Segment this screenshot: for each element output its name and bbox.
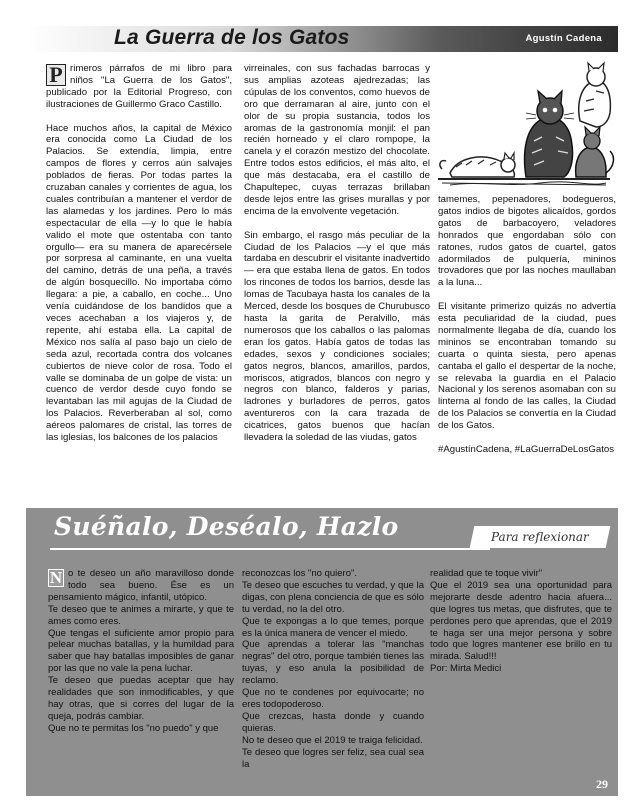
article-paragraph-text: rimeros párrafos de mi libro para niños "La Guerra de los Gatos", publicado por la Editorial Progreso, con ilustraciones de Guillermo Graco Castillo.: [46, 63, 232, 110]
reflection-paragraph-text: o te deseo un año maravilloso donde todo sea bueno. Ése es un pensamiento mágico, infantil, utópico.: [48, 568, 234, 603]
reflection-paragraph: Te deseo que puedas aceptar que hay realidades que son inmodificables, y que hay otras, que si corres del lugar de la queja, podrás cambiar.: [48, 675, 234, 722]
article-author: Agustín Cadena: [525, 33, 602, 44]
reflection-paragraph: Que crezcas, hasta donde y cuando quieras.: [242, 710, 424, 734]
reflection-paragraph: No te deseo que el 2019 te traiga felicidad.: [242, 734, 423, 746]
article-section: [26, 16, 618, 498]
reflection-paragraph: reconozcas los "no quiero".: [242, 568, 358, 579]
reflection-section: [26, 508, 618, 796]
article-column-2: [244, 63, 430, 495]
reflection-divider: [50, 548, 490, 550]
article-paragraph: Hace muchos años, la capital de México era conocida como La Ciudad de los Palacios. Se extendía, limpia, entre campos de flores y cerros aún salvajes poblados de fieras. Por todas partes la cruzaban canales y corrientes de agua, los cuales contribuían a mantener el verdor de las alamedas y los jardines. Pero lo más espectacular de ella —y lo que le había valido el mote que ostentaba con tanto orgullo— era su manera de aparecérsele por sorpresa al caminante, en una vuelta del camino, detrás de una peña, a través de algún bosquecillo. No importaba cómo llegara: a pie, a caballo, en coche... Uno venía cuidándose de los bandidos que a veces acechaban a los viajeros y, de repente, ahí estaba ella. La capital de México nos salía al paso bajo un cielo de seda azul, recortada contra dos volcanes cubiertos de nieve color de rosa. Todo el valle se dominaba de un golpe de vista: un cuenco de verdor desde cuyo fondo se levantaban las mil agujas de la Ciudad de los Palacios. Reverberaban al sol, como aéreos palomares de cristal, las torres de las iglesias, los balcones de los palacios: [46, 122, 232, 444]
article-paragraph: Sin embargo, el rasgo más peculiar de la Ciudad de los Palacios —y el que más tardaba en descubrir el visitante inadvertido— era que estaba llena de gatos. En todos los rincones de todos los barrios, desde las lomas de Tacubaya hasta los canales de la Merced, desde los bosques de Churubusco hasta la garita de Peralvillo, más numerosos que los caballos o las palomas eran los gatos. Había gatos de todas las edades, sexos y condiciones sociales; gatos negros, blancos, amarillos, pardos, moriscos, atigrados, blancos con negro y negros con blanco, falderos y parias, ladrones y burladores de perros, gatos aventureros con la cara trazada de cicatrices, gatos buenos que hacían llevadera la soledad de las viudas, gatos: [244, 229, 430, 444]
reflection-title: Suéñalo, Deséalo, Hazlo: [54, 512, 399, 541]
reflection-dropcap: N: [49, 568, 63, 587]
reflection-paragraph: [48, 568, 234, 604]
article-hashtags: #AgustínCadena, #LaGuerraDeLosGatos: [438, 444, 614, 455]
reflection-paragraph: Que te expongas a lo que temes, porque es la única manera de vencer el miedo.: [242, 615, 424, 639]
reflection-paragraph: Que el 2019 sea una oportunidad para mejorarte desde adentro hacia afuera... que logres tus metas, que disfrutes, que te perdones pero que aprendas, que el 2019 te haga ser una mejor persona y sobre todo que logres mantener ese brillo en tu mirada. Salud!!!: [430, 579, 612, 663]
reflection-tag-label: Para reflexionar: [491, 530, 589, 544]
page-number: 29: [596, 777, 608, 791]
article-column-1: [46, 63, 232, 495]
reflection-paragraph: Que no te condenes por equivocarte; no eres todopoderoso.: [242, 687, 424, 710]
article-title: La Guerra de los Gatos: [114, 26, 350, 49]
article-column-3: [438, 194, 616, 494]
reflection-paragraph: realidad que te toque vivir": [430, 568, 543, 579]
article-dropcap: P: [46, 64, 66, 86]
reflection-paragraph: Que no te permitas los "no puedo" y que: [48, 722, 219, 734]
article-header-bar: [26, 26, 618, 52]
reflection-paragraph: Te deseo que logres ser feliz, sea cual sea la: [242, 746, 424, 770]
reflection-paragraph: Que tengas el suficiente amor propio para pelear muchas batallas, y la humildad para saber que hay batallas imposibles de ganar por las que no vale la pena luchar.: [48, 627, 234, 675]
cats-illustration-icon: [430, 61, 618, 193]
article-paragraph: [46, 63, 232, 111]
reflection-column-1: [48, 568, 234, 794]
reflection-paragraph: Te deseo que te animes a mirarte, y que te ames como eres.: [48, 603, 234, 627]
article-paragraph: tamemes, pepenadores, bodegueros, gatos indios de bigotes alicaídos, gordos gatos de barbacoyero, veladores honrados que engordaban sólo con ratones, rudos gatos de cuartel, gatos adormilados de pulquería, mininos trovadores que por las noches maullaban a la luna...: [438, 194, 616, 289]
reflection-signature: Por: Mirta Medici: [430, 663, 502, 675]
reflection-column-2: [242, 568, 424, 794]
reflection-tag: [470, 526, 611, 548]
reflection-paragraph: Te deseo que escuches tu verdad, y que la digas, con plena conciencia de que es sólo tu verdad, no la del otro.: [242, 579, 424, 615]
article-paragraph: El visitante primerizo quizás no advertía esta peculiaridad de la ciudad, pues normalmente llegaba de día, cuando los mininos se encontraban tomando su cuarta o quinta siesta, pero apenas cantaba el gallo el despertar de la noche, se relevaba la guardia en el Palacio Nacional y los serenos asomaban con su linterna al fondo de las calles, la Ciudad de los Palacios se convertía en la Ciudad de los Gatos.: [438, 301, 616, 432]
article-paragraph: virreinales, con sus fachadas barrocas y sus amplias azoteas ajedrezadas; las cúpulas de los conventos, como huevos de oro que derramaran al aire, junto con el olor de su propia sustancia, todos los aromas de la gastronomía monjil: el pan recién horneado y el claro rompope, la canela y el corazón mestizo del chocolate. Entre todos estos edificios, el más alto, el que más destacaba, era el castillo de Chapultepec, cuyas terrazas brillaban desde lejos entre las grises murallas y por encima de la envolvente vegetación.: [244, 63, 430, 217]
reflection-column-3: [430, 568, 612, 728]
reflection-paragraph: Que aprendas a tolerar las "manchas negras" del otro, porque también tienes las tuyas, y eso anula la posibilidad de reclamo.: [242, 639, 424, 687]
